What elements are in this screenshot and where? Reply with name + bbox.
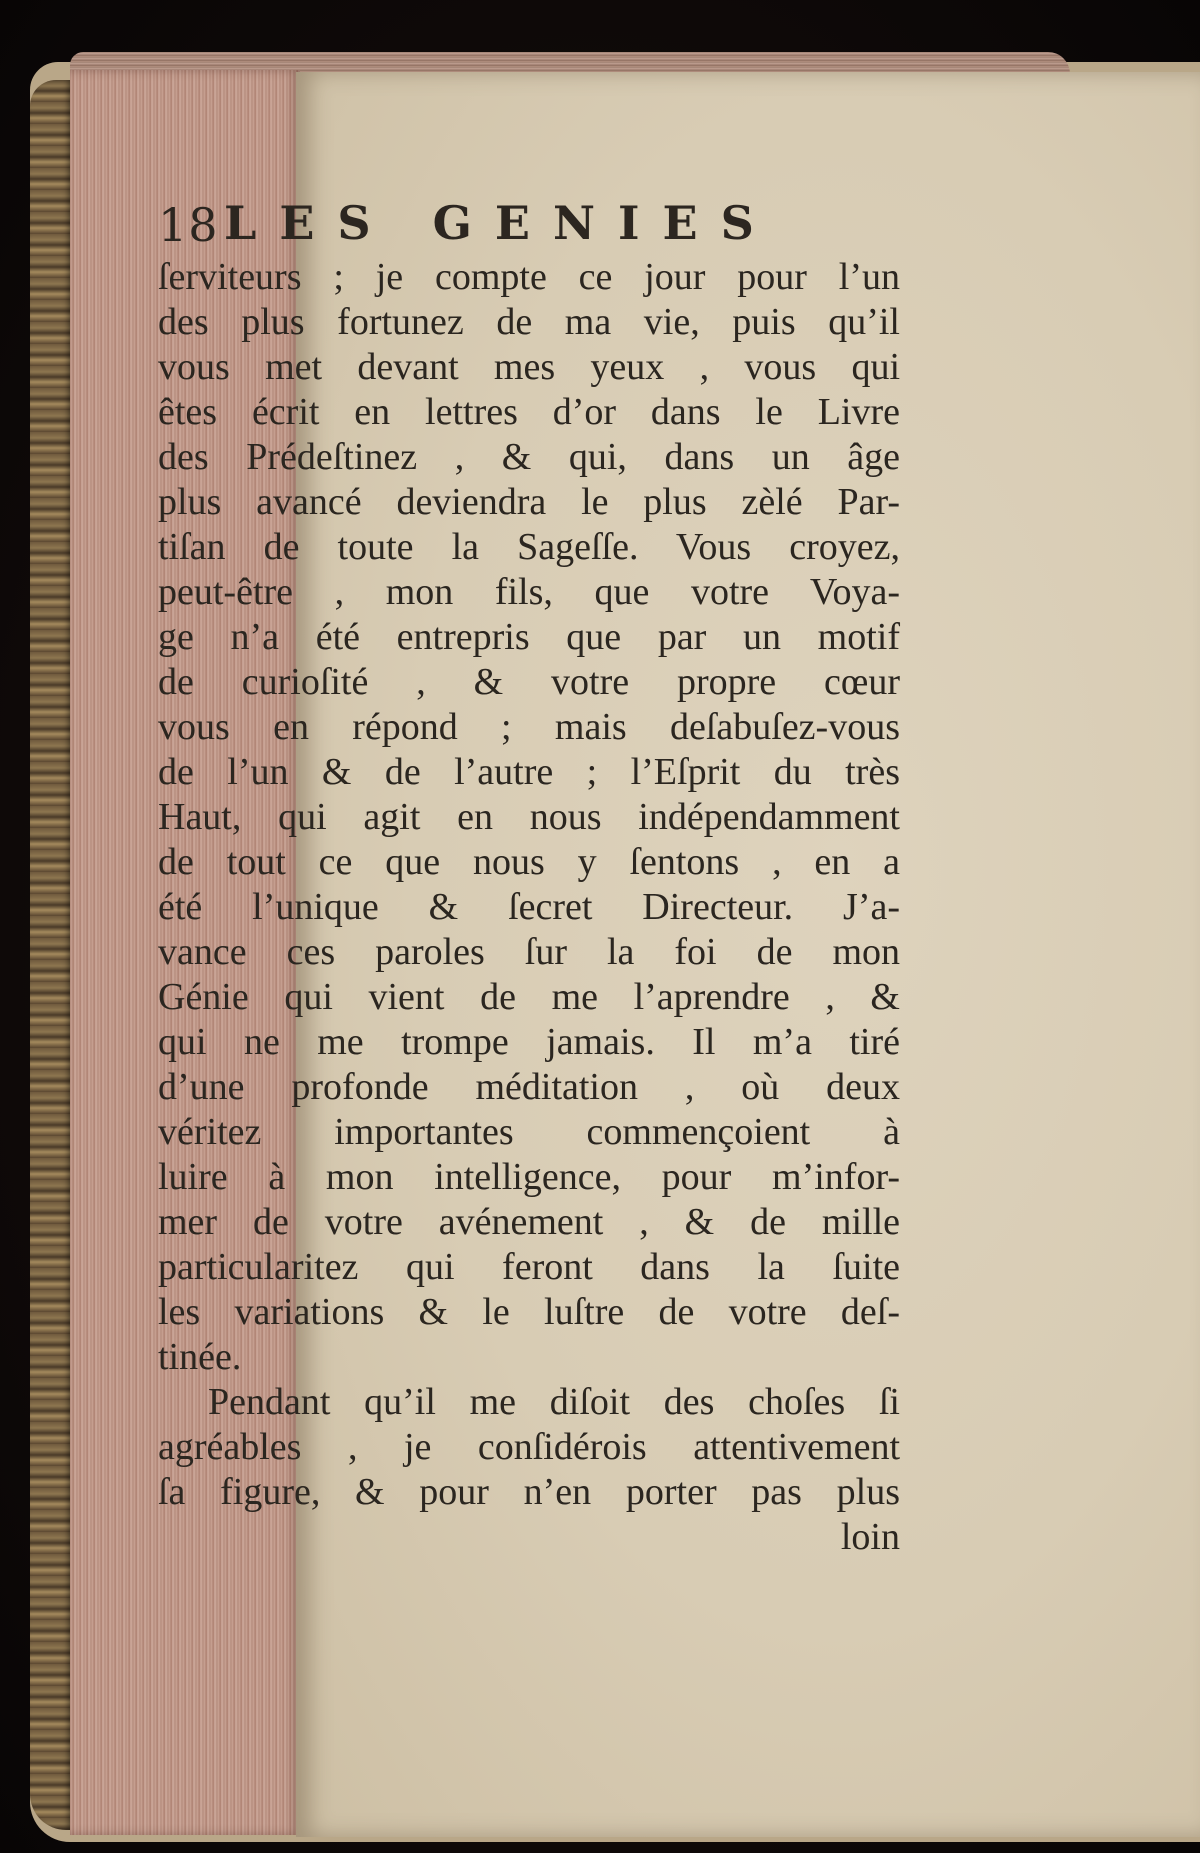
- text-line: ge n’a été entrepris que par un motif: [158, 616, 900, 658]
- text-line: ſerviteurs ; je compte ce jour pour l’un: [158, 256, 900, 298]
- text-line: qui ne me trompe jamais. Il m’a tiré: [158, 1021, 900, 1063]
- text-line: mer de votre avénement , & de mille: [158, 1201, 900, 1243]
- text-line: Génie qui vient de me l’aprendre , &: [158, 976, 900, 1018]
- paragraph-end-line: tinée.: [158, 1336, 242, 1378]
- text-line: vance ces paroles ſur la foi de mon: [158, 931, 900, 973]
- text-line: plus avancé deviendra le plus zèlé Par-: [158, 481, 900, 523]
- text-line: des plus fortunez de ma vie, puis qu’il: [158, 301, 900, 343]
- body-text: [158, 255, 900, 1560]
- text-line: de tout ce que nous y ſentons , en a: [158, 841, 900, 883]
- text-line: les variations & le luſtre de votre deſ-: [158, 1291, 900, 1333]
- text-line: d’une profonde méditation , où deux: [158, 1066, 900, 1108]
- text-line: vous en répond ; mais deſabuſez-vous: [158, 706, 900, 748]
- text-line: agréables , je conſidérois attentivement: [158, 1426, 900, 1468]
- text-line: été l’unique & ſecret Directeur. J’a-: [158, 886, 900, 928]
- text-line: de l’un & de l’autre ; l’Eſprit du très: [158, 751, 900, 793]
- text-line: êtes écrit en lettres d’or dans le Livre: [158, 391, 900, 433]
- running-title: LES GENIES: [224, 196, 777, 250]
- catchword: loin: [840, 1516, 900, 1558]
- text-line: Haut, qui agit en nous indépendamment: [158, 796, 900, 838]
- page-header: [158, 196, 898, 256]
- text-line: ſa figure, & pour n’en porter pas plus: [158, 1471, 900, 1513]
- text-line: peut-être , mon fils, que votre Voya-: [158, 571, 900, 613]
- text-line: de curioſité , & votre propre cœur: [158, 661, 900, 703]
- paragraph-start-line: Pendant qu’il me diſoit des choſes ſi: [208, 1381, 900, 1423]
- page-number: 18: [158, 198, 219, 252]
- text-line: luire à mon intelligence, pour m’infor-: [158, 1156, 900, 1198]
- text-line: des Prédeſtinez , & qui, dans un âge: [158, 436, 900, 478]
- book-spine-edge: [30, 80, 72, 1830]
- text-line: véritez importantes commençoient à: [158, 1111, 900, 1153]
- text-line: vous met devant mes yeux , vous qui: [158, 346, 900, 388]
- text-line: tiſan de toute la Sageſſe. Vous croyez,: [158, 526, 900, 568]
- text-line: particularitez qui feront dans la ſuite: [158, 1246, 900, 1288]
